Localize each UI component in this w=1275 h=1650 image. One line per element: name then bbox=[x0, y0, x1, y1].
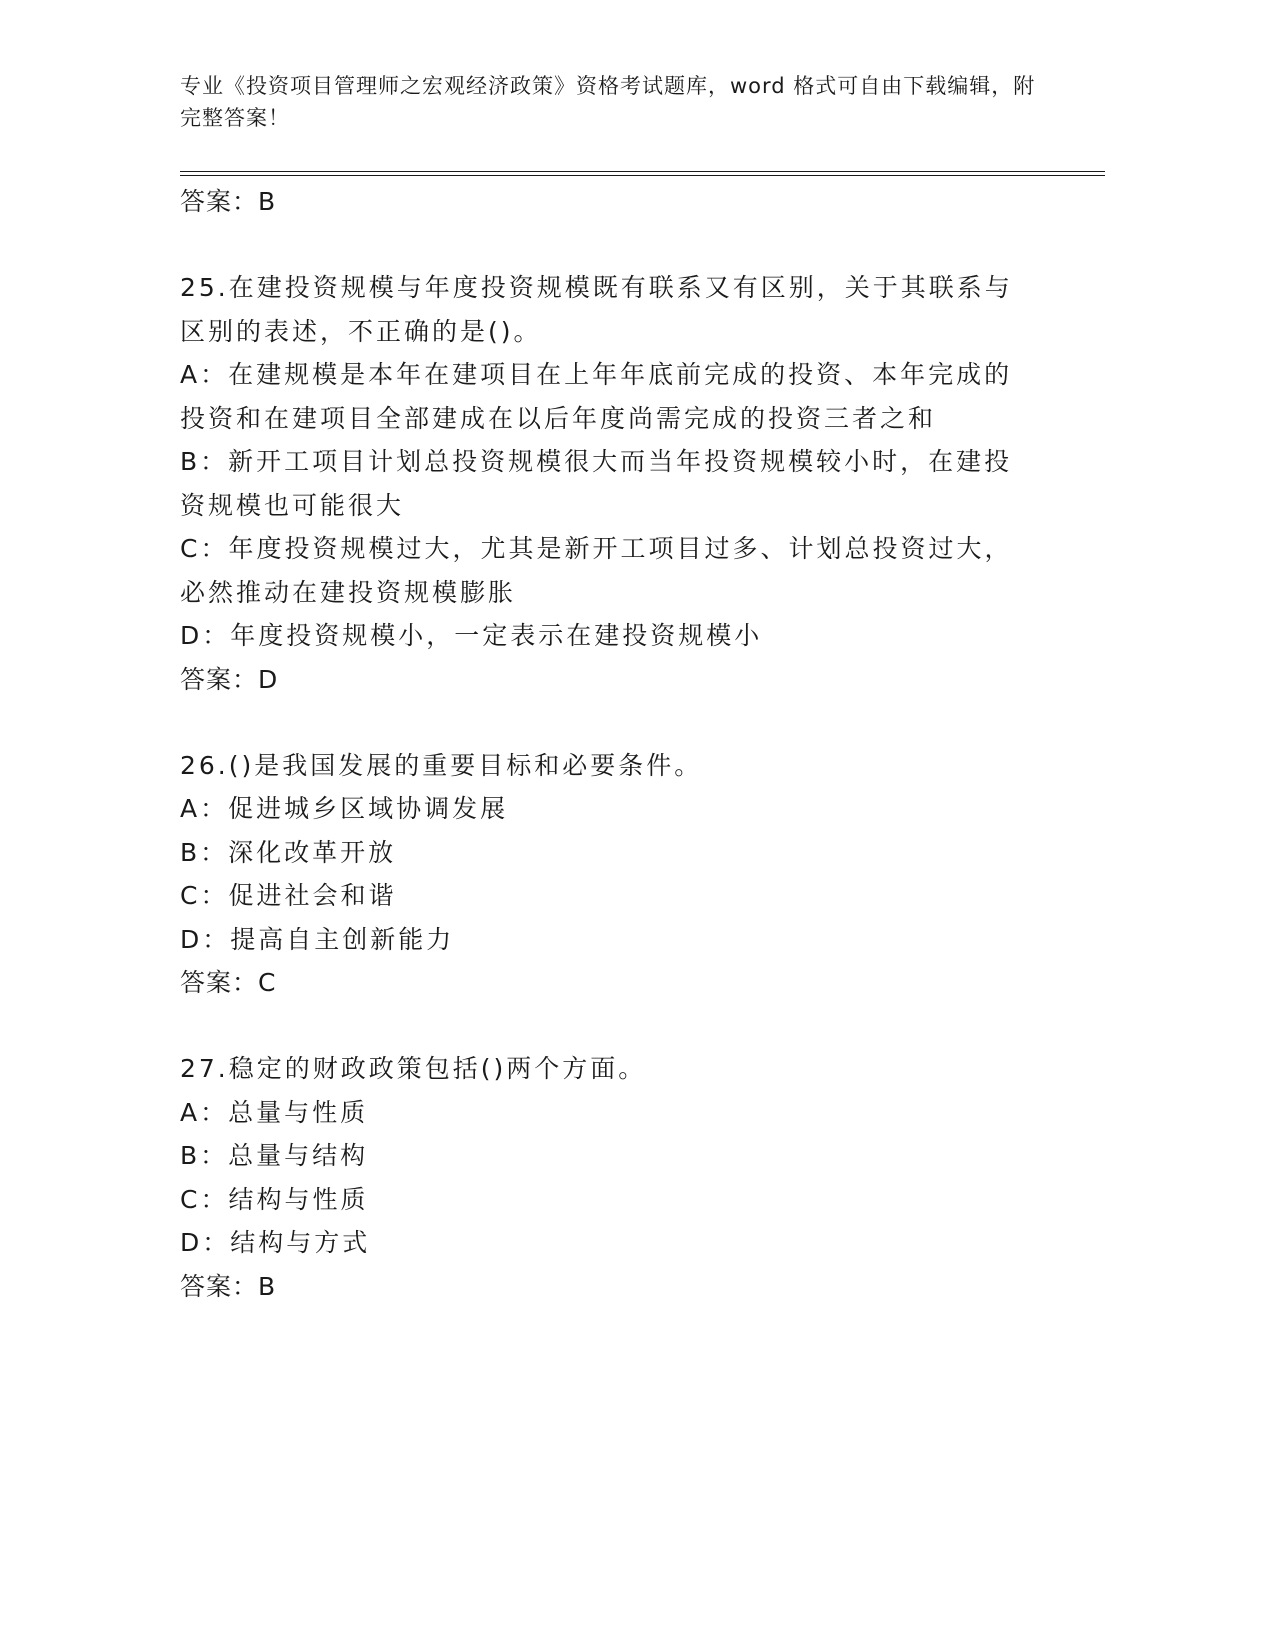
option-a: A：促进城乡区域协调发展 bbox=[180, 794, 509, 823]
question-text: 26.()是我国发展的重要目标和必要条件。 bbox=[180, 750, 703, 780]
question-25 bbox=[180, 266, 1040, 702]
previous-answer: 答案：B bbox=[180, 187, 277, 216]
answer: 答案：D bbox=[180, 664, 279, 694]
question-text: 27.稳定的财政政策包括()两个方面。 bbox=[180, 1054, 647, 1083]
question-text: 25.在建投资规模与年度投资规模既有联系又有区别，关于其联系与区别的表述，不正确的是()。 bbox=[180, 273, 1013, 346]
option-d: D：结构与方式 bbox=[180, 1228, 371, 1257]
page-header: 专业《投资项目管理师之宏观经济政策》资格考试题库，word 格式可自由下载编辑，附完整答案！ bbox=[180, 74, 1036, 130]
option-c: C：促进社会和谐 bbox=[180, 881, 397, 910]
option-d: D：年度投资规模小，一定表示在建投资规模小 bbox=[180, 621, 763, 650]
answer: 答案：B bbox=[180, 1271, 277, 1301]
question-27 bbox=[180, 1047, 1040, 1309]
option-c: C：年度投资规模过大，尤其是新开工项目过多、计划总投资过大，必然推动在建投资规模膨胀 bbox=[180, 534, 1013, 607]
answer: 答案：C bbox=[180, 968, 277, 997]
question-26 bbox=[180, 744, 1040, 1006]
question-list bbox=[180, 180, 1040, 1309]
option-a: A：在建规模是本年在建项目在上年年底前完成的投资、本年完成的投资和在建项目全部建成在以后年度尚需完成的投资三者之和 bbox=[180, 360, 1013, 433]
option-b: B：总量与结构 bbox=[180, 1141, 369, 1170]
header-divider-bottom bbox=[180, 175, 1105, 176]
option-c: C：结构与性质 bbox=[180, 1184, 369, 1214]
header-divider-top bbox=[180, 171, 1105, 172]
option-a: A：总量与性质 bbox=[180, 1097, 369, 1127]
option-b: B：新开工项目计划总投资规模很大而当年投资规模较小时，在建投资规模也可能很大 bbox=[180, 447, 1013, 520]
option-d: D：提高自主创新能力 bbox=[180, 924, 455, 954]
option-b: B：深化改革开放 bbox=[180, 837, 397, 867]
